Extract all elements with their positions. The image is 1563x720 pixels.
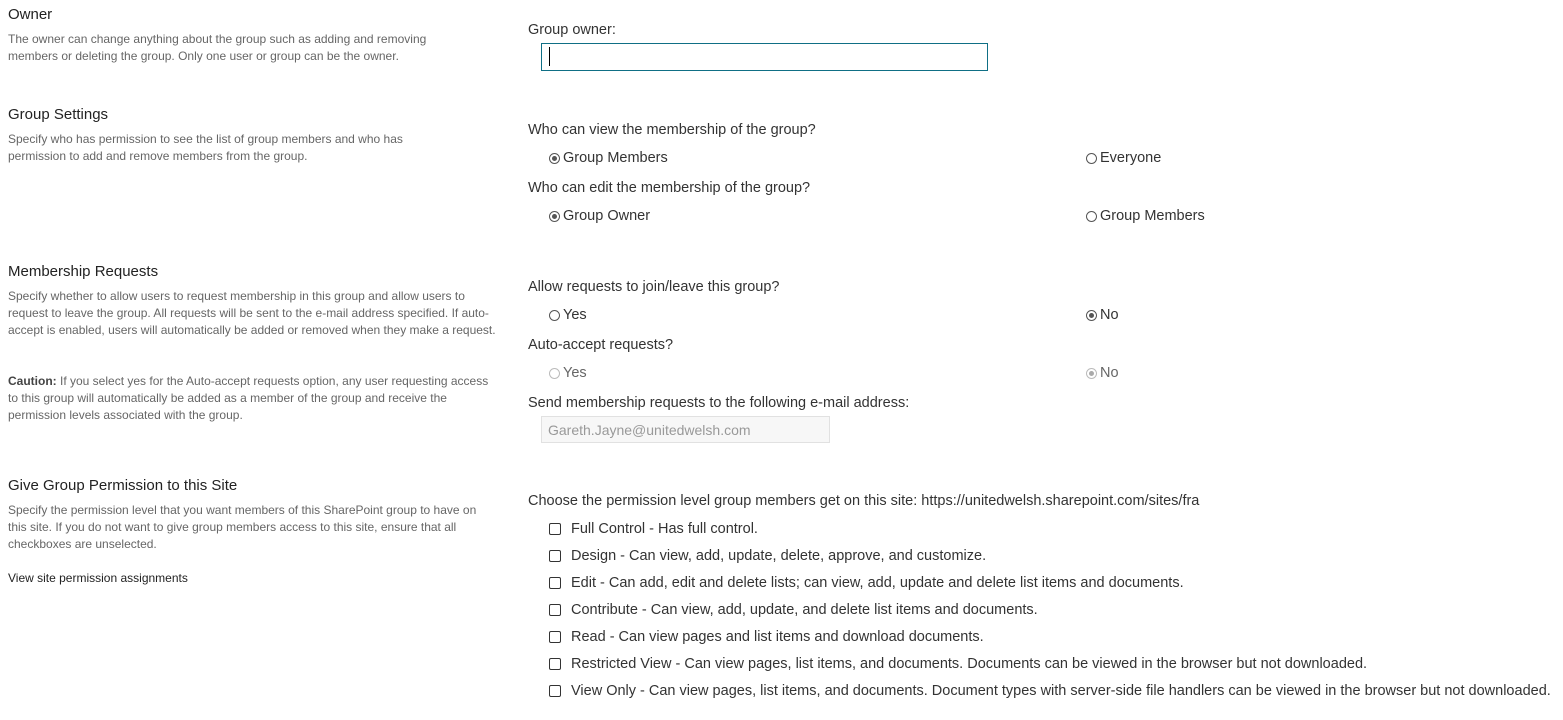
checkbox-unchecked-icon[interactable] [549, 577, 561, 589]
caution-text: If you select yes for the Auto-accept requests option, any user requesting access to this group will automatically be added as a member of the group and receive the permission levels associated with the group. [8, 374, 489, 422]
checkbox-unchecked-icon[interactable] [549, 658, 561, 670]
allow-requests-question: Allow requests to join/leave this group? [528, 279, 780, 295]
email-address-label: Send membership requests to the following e-mail address: [528, 395, 910, 411]
text-cursor [549, 47, 550, 66]
edit-option-group-members[interactable] [1086, 208, 1205, 224]
permission-design[interactable] [549, 548, 986, 564]
group-owner-input[interactable] [541, 43, 988, 71]
membership-requests-description: Specify whether to allow users to request membership in this group and allow users to request to leave the group. All requests will be sent to the e-mail address specified. If auto-accept is enabled, users will automatically be added or removed when they make a request. [8, 289, 496, 337]
allow-option-no[interactable] [1086, 307, 1119, 323]
permission-view-only[interactable] [549, 683, 1551, 699]
radio-disabled-icon [549, 368, 560, 379]
auto-accept-option-yes-label: Yes [563, 365, 587, 381]
radio-unselected-icon[interactable] [1086, 153, 1097, 164]
permission-restricted-view[interactable] [549, 656, 1367, 672]
view-option-everyone[interactable] [1086, 150, 1161, 166]
auto-accept-option-no [1086, 365, 1119, 381]
radio-selected-icon[interactable] [549, 153, 560, 164]
edit-membership-question: Who can edit the membership of the group? [528, 180, 811, 196]
radio-unselected-icon[interactable] [549, 310, 560, 321]
auto-accept-option-no-label: No [1100, 365, 1119, 381]
membership-requests-title: Membership Requests [8, 263, 159, 280]
permission-full-control[interactable] [549, 521, 758, 537]
permission-restricted-view-label: Restricted View - Can view pages, list items, and documents. Documents can be viewed in the browser but not downloaded. [571, 656, 1368, 672]
permission-edit[interactable] [549, 575, 1184, 591]
allow-option-yes[interactable] [549, 307, 587, 323]
view-site-permission-assignments-link[interactable]: View site permission assignments [8, 571, 188, 585]
radio-disabled-selected-icon [1086, 368, 1097, 379]
permission-view-only-label: View Only - Can view pages, list items, and documents. Document types with server-side file handlers can be viewed in the browser but not downloaded. [571, 683, 1551, 699]
radio-selected-icon[interactable] [549, 211, 560, 222]
edit-option-group-owner[interactable] [549, 208, 650, 224]
view-option-everyone-label: Everyone [1100, 150, 1162, 166]
group-settings-title: Group Settings [8, 106, 109, 123]
allow-option-yes-label: Yes [563, 307, 587, 323]
radio-unselected-icon[interactable] [1086, 211, 1097, 222]
owner-section-description: The owner can change anything about the group such as adding and removing members or deleting the group. Only one user or group can be the owner. [8, 32, 427, 63]
auto-accept-option-yes [549, 365, 587, 381]
permissions-description: Specify the permission level that you want members of this SharePoint group to have on this site. If you do not want to give group members access to this site, ensure that all checkboxes are unselected. [8, 503, 477, 551]
membership-requests-caution [8, 373, 498, 424]
permission-contribute[interactable] [549, 602, 1038, 618]
permission-full-control-label: Full Control - Has full control. [571, 521, 758, 537]
view-membership-question: Who can view the membership of the group? [528, 122, 816, 138]
group-settings-description: Specify who has permission to see the list of group members and who has permission to add and remove members from the group. [8, 132, 403, 163]
view-option-group-members[interactable] [549, 150, 668, 166]
permission-edit-label: Edit - Can add, edit and delete lists; can view, add, update and delete list items and documents. [571, 575, 1184, 591]
auto-accept-question: Auto-accept requests? [528, 337, 674, 353]
email-address-input [541, 416, 830, 443]
allow-option-no-label: No [1100, 307, 1119, 323]
checkbox-unchecked-icon[interactable] [549, 604, 561, 616]
checkbox-unchecked-icon[interactable] [549, 631, 561, 643]
group-owner-label: Group owner: [528, 22, 616, 38]
edit-option-group-members-label: Group Members [1100, 208, 1205, 224]
permission-design-label: Design - Can view, add, update, delete, approve, and customize. [571, 548, 987, 564]
radio-selected-icon[interactable] [1086, 310, 1097, 321]
checkbox-unchecked-icon[interactable] [549, 685, 561, 697]
checkbox-unchecked-icon[interactable] [549, 523, 561, 535]
permission-contribute-label: Contribute - Can view, add, update, and delete list items and documents. [571, 602, 1038, 618]
view-option-group-members-label: Group Members [563, 150, 668, 166]
permission-read-label: Read - Can view pages and list items and download documents. [571, 629, 984, 645]
checkbox-unchecked-icon[interactable] [549, 550, 561, 562]
permissions-title: Give Group Permission to this Site [8, 477, 238, 494]
caution-label: Caution: [8, 374, 57, 388]
permission-read[interactable] [549, 629, 984, 645]
owner-section-title: Owner [8, 6, 53, 23]
permission-level-prompt: Choose the permission level group members get on this site: https://unitedwelsh.sharepoint.com/sites/fra [528, 493, 1200, 509]
edit-option-group-owner-label: Group Owner [563, 208, 651, 224]
